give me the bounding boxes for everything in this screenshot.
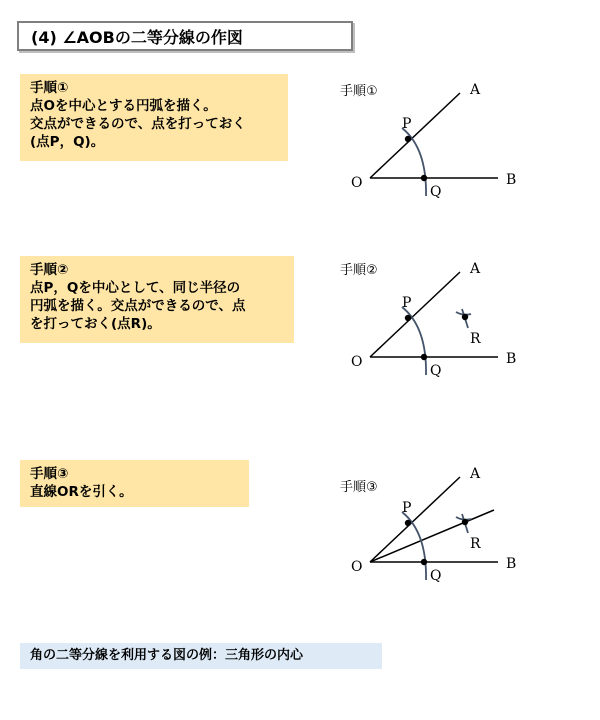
- label-r: R: [470, 331, 481, 347]
- label-p: P: [402, 116, 412, 132]
- point-q: [421, 354, 427, 360]
- label-p: P: [402, 295, 412, 311]
- step-1-heading: 手順①: [30, 80, 69, 96]
- label-b: B: [506, 351, 517, 367]
- step-2-line-1: 点P，Qを中心として、同じ半径の: [30, 280, 241, 296]
- step-2-line-2: 円弧を描く。交点ができるので、点: [30, 298, 246, 314]
- point-q: [421, 559, 427, 565]
- label-a: A: [470, 261, 481, 277]
- diagram-step-1: [340, 82, 516, 200]
- label-o: O: [351, 175, 363, 191]
- step-2-heading: 手順②: [30, 262, 69, 278]
- diagram-2-heading: 手順②: [340, 263, 378, 278]
- diagram-step-2: [340, 261, 516, 379]
- label-a: A: [470, 82, 481, 98]
- label-o: O: [351, 354, 363, 370]
- point-r: [462, 519, 468, 525]
- point-p: [405, 136, 411, 142]
- label-b: B: [506, 556, 517, 572]
- label-q: Q: [430, 568, 442, 584]
- ray-oa: [370, 93, 460, 178]
- bottom-note: 角の二等分線を利用する図の例：三角形の内心: [20, 643, 382, 669]
- step-1-line-1: 点Oを中心とする円弧を描く。: [30, 98, 217, 114]
- point-q: [421, 175, 427, 181]
- point-r: [462, 314, 468, 320]
- point-p: [405, 315, 411, 321]
- label-o: O: [351, 559, 363, 575]
- label-q: Q: [430, 363, 442, 379]
- label-p: P: [402, 500, 412, 516]
- label-r: R: [470, 536, 481, 552]
- step-1-line-3: (点P，Q)。: [30, 134, 105, 150]
- step-2-line-3: を打っておく(点R)。: [30, 316, 161, 332]
- label-q: Q: [430, 184, 442, 200]
- page-title: (4) ∠AOBの二等分線の作図: [17, 21, 353, 51]
- diagram-3-heading: 手順③: [340, 480, 378, 495]
- diagram-1-heading: 手順①: [340, 84, 378, 99]
- label-a: A: [470, 466, 481, 482]
- ray-oa: [370, 477, 460, 562]
- label-b: B: [506, 172, 517, 188]
- step-1-line-2: 交点ができるので、点を打っておく: [30, 116, 246, 132]
- step-3-line-1: 直線ORを引く。: [30, 484, 133, 500]
- step-3-heading: 手順③: [30, 466, 69, 482]
- diagram-step-3: [340, 466, 516, 584]
- point-p: [405, 520, 411, 526]
- ray-oa: [370, 272, 460, 357]
